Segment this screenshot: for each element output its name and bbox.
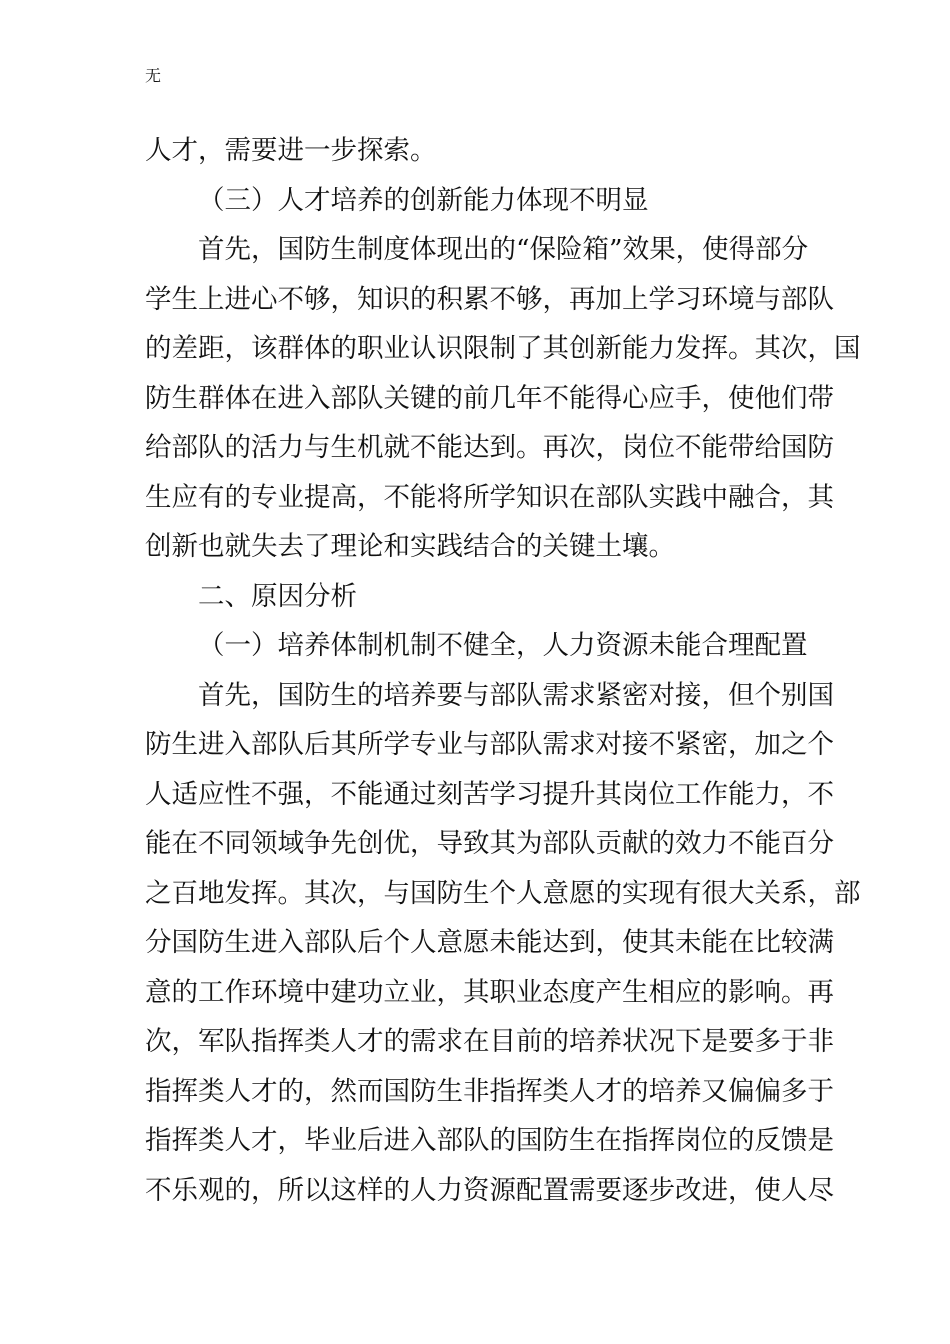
subsection-heading-1: （一）培养体制机制不健全，人力资源未能合理配置 (198, 630, 808, 661)
continuation-line: 人才，需要进一步探索。 (145, 135, 437, 166)
paragraph-line: 学生上进心不够，知识的积累不够，再加上学习环境与部队 (145, 283, 834, 315)
paragraph-line: 分国防生进入部队后个人意愿未能达到，使其未能在比较满 (145, 927, 834, 958)
paragraph-line: 意的工作环境中建功立业，其职业态度产生相应的影响。再 (145, 976, 834, 1008)
page-header: 无 (145, 66, 162, 85)
paragraph-line: 人适应性不强，不能通过刻苦学习提升其岗位工作能力，不 (145, 778, 834, 810)
paragraph-line: 给部队的活力与生机就不能达到。再次，岗位不能带给国防 (145, 432, 834, 463)
paragraph-line: 能在不同领域争先创优，导致其为部队贡献的效力不能百分 (145, 828, 834, 859)
paragraph-2 (145, 671, 861, 1216)
document-body (145, 126, 861, 1215)
paragraph-line: 之百地发挥。其次，与国防生个人意愿的实现有很大关系，部 (145, 877, 861, 909)
section-heading-2: 二、原因分析 (198, 580, 357, 612)
paragraph-line: 首先，国防生制度体现出的“保险箱”效果，使得部分 (198, 234, 809, 265)
paragraph-line: 不乐观的，所以这样的人力资源配置需要逐步改进，使人尽 (145, 1174, 834, 1206)
paragraph-line: 的差距，该群体的职业认识限制了其创新能力发挥。其次，国 (145, 333, 861, 364)
paragraph-line: 首先，国防生的培养要与部队需求紧密对接，但个别国 (198, 679, 834, 711)
paragraph-line: 指挥类人才，毕业后进入部队的国防生在指挥岗位的反馈是 (145, 1125, 834, 1156)
paragraph-line: 生应有的专业提高，不能将所学知识在部队实践中融合，其 (145, 481, 834, 513)
paragraph-line: 防生进入部队后其所学专业与部队需求对接不紧密，加之个 (145, 729, 834, 760)
paragraph-line: 防生群体在进入部队关键的前几年不能得心应手，使他们带 (145, 382, 834, 414)
paragraph-line: 指挥类人才的，然而国防生非指挥类人才的培养又偏偏多于 (145, 1075, 834, 1107)
paragraph-1 (145, 225, 861, 572)
paragraph-line: 创新也就失去了理论和实践结合的关键土壤。 (145, 531, 675, 562)
paragraph-line: 次，军队指挥类人才的需求在目前的培养状况下是要多于非 (145, 1026, 834, 1057)
subsection-heading-3: （三）人才培养的创新能力体现不明显 (198, 184, 649, 216)
